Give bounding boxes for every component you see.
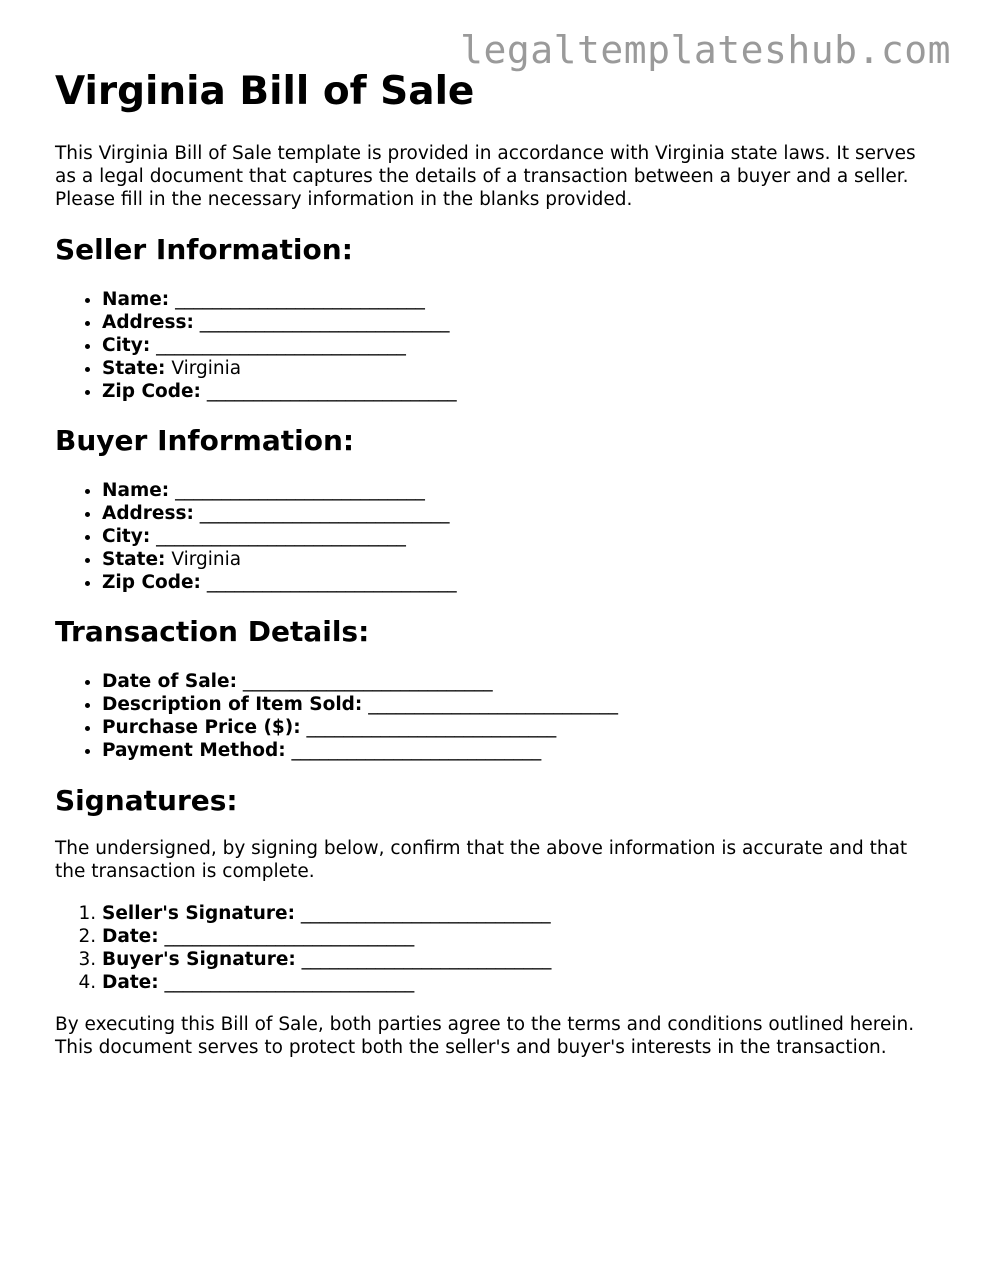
seller-zip-blank[interactable]: ___________________________ [206, 381, 457, 402]
date-of-sale-field[interactable] [102, 670, 935, 693]
buyer-section [55, 424, 935, 594]
buyer-name-label: Name: [102, 480, 170, 501]
signatures-heading: Signatures: [55, 784, 238, 817]
buyer-signature-label: Buyer's Signature: [102, 949, 296, 970]
buyer-zip-blank[interactable]: ___________________________ [206, 572, 457, 593]
buyer-address-field[interactable] [102, 502, 935, 525]
document-page [55, 68, 935, 1059]
seller-date-label: Date: [102, 926, 159, 947]
payment-method-label: Payment Method: [102, 740, 286, 761]
buyer-state-field [102, 548, 935, 571]
seller-name-label: Name: [102, 289, 170, 310]
seller-signature-label: Seller's Signature: [102, 903, 295, 924]
buyer-date-label: Date: [102, 972, 159, 993]
payment-method-field[interactable] [102, 739, 935, 762]
seller-address-blank[interactable]: ___________________________ [199, 312, 450, 333]
intro-paragraph: This Virginia Bill of Sale template is provided in accordance with Virginia state laws. It serves as a legal document that captures the details of a transaction between a buyer and a seller. Please fill in the necessary information in the blanks provided. [55, 143, 916, 210]
signatures-list [55, 902, 935, 994]
buyer-name-blank[interactable]: ___________________________ [175, 480, 425, 501]
buyer-zip-field[interactable] [102, 571, 935, 594]
buyer-city-label: City: [102, 526, 151, 547]
purchase-price-blank[interactable]: ___________________________ [306, 717, 557, 738]
seller-date-field[interactable] [102, 925, 935, 948]
buyer-state-value: Virginia [171, 549, 242, 570]
buyer-city-blank[interactable]: ___________________________ [156, 526, 406, 547]
seller-state-field [102, 357, 935, 380]
seller-zip-field[interactable] [102, 380, 935, 403]
signatures-intro: The undersigned, by signing below, confirm that the above information is accurate and that the transaction is complete. [55, 838, 908, 882]
payment-method-blank[interactable]: ___________________________ [291, 740, 542, 761]
seller-fields-list [55, 288, 935, 403]
item-description-label: Description of Item Sold: [102, 694, 363, 715]
seller-city-blank[interactable]: ___________________________ [156, 335, 406, 356]
buyer-signature-field[interactable] [102, 948, 935, 971]
transaction-section [55, 615, 935, 762]
transaction-heading: Transaction Details: [55, 615, 370, 648]
seller-city-field[interactable] [102, 334, 935, 357]
watermark: legaltemplateshub.com [460, 28, 951, 72]
buyer-state-label: State: [102, 549, 166, 570]
date-of-sale-blank[interactable]: ___________________________ [242, 671, 493, 692]
seller-date-blank[interactable]: ___________________________ [164, 926, 415, 947]
buyer-city-field[interactable] [102, 525, 935, 548]
seller-zip-label: Zip Code: [102, 381, 201, 402]
item-description-field[interactable] [102, 693, 935, 716]
buyer-date-blank[interactable]: ___________________________ [164, 972, 415, 993]
buyer-date-field[interactable] [102, 971, 935, 994]
seller-state-label: State: [102, 358, 166, 379]
seller-section [55, 233, 935, 403]
seller-address-label: Address: [102, 312, 194, 333]
item-description-blank[interactable]: ___________________________ [368, 694, 618, 715]
signatures-section [55, 784, 935, 994]
seller-name-blank[interactable]: ___________________________ [175, 289, 425, 310]
buyer-address-blank[interactable]: ___________________________ [199, 503, 450, 524]
buyer-heading: Buyer Information: [55, 424, 355, 457]
seller-signature-field[interactable] [102, 902, 935, 925]
seller-city-label: City: [102, 335, 151, 356]
buyer-zip-label: Zip Code: [102, 572, 201, 593]
seller-state-value: Virginia [171, 358, 242, 379]
document-title: Virginia Bill of Sale [55, 69, 475, 114]
buyer-address-label: Address: [102, 503, 194, 524]
buyer-signature-blank[interactable]: ___________________________ [301, 949, 552, 970]
purchase-price-field[interactable] [102, 716, 935, 739]
buyer-name-field[interactable] [102, 479, 935, 502]
buyer-fields-list [55, 479, 935, 594]
seller-address-field[interactable] [102, 311, 935, 334]
seller-signature-blank[interactable]: ___________________________ [300, 903, 551, 924]
transaction-fields-list [55, 670, 935, 762]
seller-heading: Seller Information: [55, 233, 353, 266]
seller-name-field[interactable] [102, 288, 935, 311]
closing-paragraph: By executing this Bill of Sale, both parties agree to the terms and conditions outlined herein. This document serves to protect both the seller's and buyer's interests in the transaction. [55, 1014, 915, 1058]
purchase-price-label: Purchase Price ($): [102, 717, 301, 738]
date-of-sale-label: Date of Sale: [102, 671, 237, 692]
